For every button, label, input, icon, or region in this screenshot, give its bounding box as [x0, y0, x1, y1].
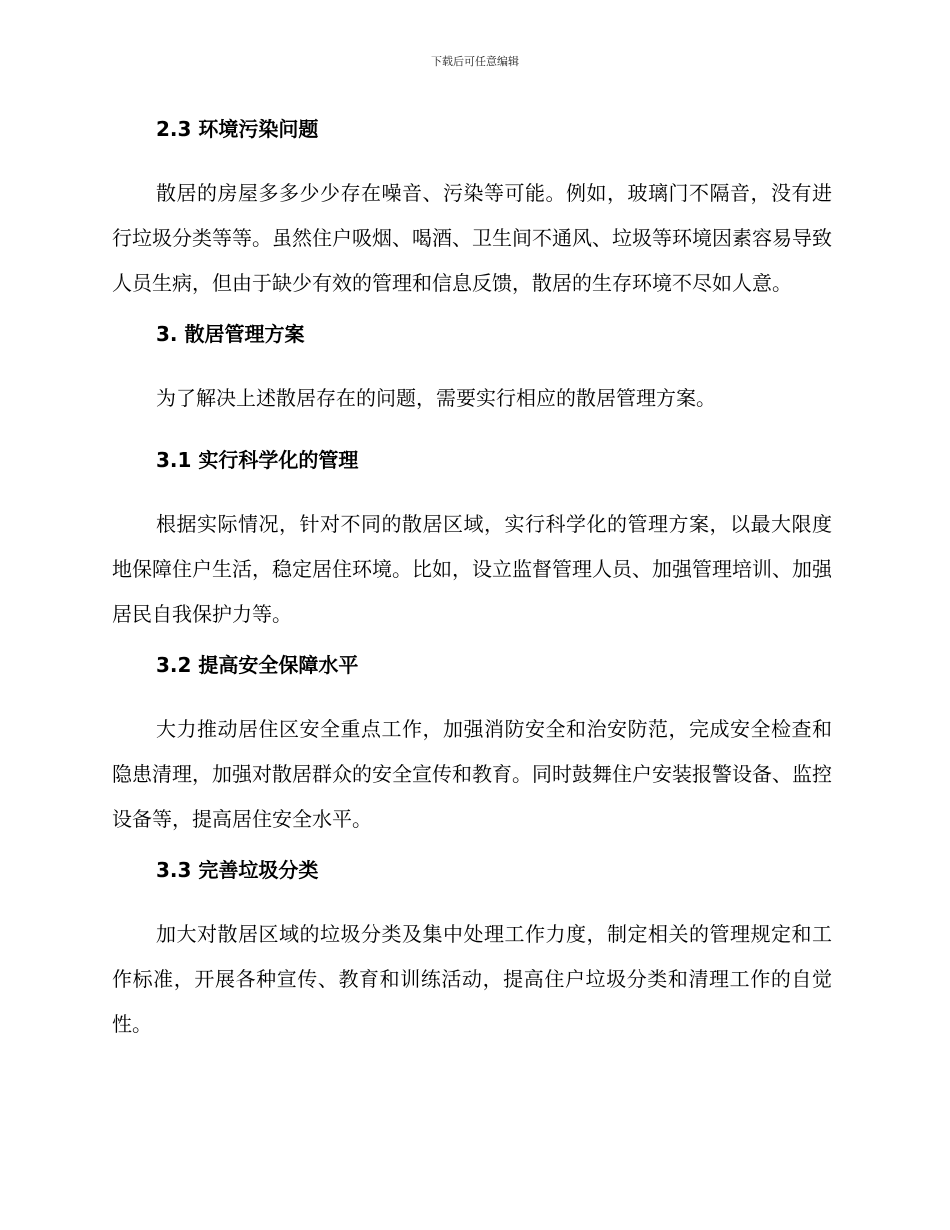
- page-header: 下载后可任意编辑: [431, 55, 519, 68]
- section-paragraph-3-1: 根据实际情况，针对不同的散居区域，实行科学化的管理方案，以最大限度地保障住户生活，稳定居住环境。比如，设立监督管理人员、加强管理培训、加强居民自我保护力等。: [112, 512, 832, 626]
- section-paragraph-3-3: 加大对散居区域的垃圾分类及集中处理工作力度，制定相关的管理规定和工作标准，开展各种宣传、教育和训练活动，提高住户垃圾分类和清理工作的自觉性。: [112, 922, 832, 1036]
- section-heading-3: 3. 散居管理方案: [156, 322, 305, 346]
- section-paragraph-3: 为了解决上述散居存在的问题，需要实行相应的散居管理方案。: [156, 386, 716, 410]
- section-heading-3-1: 3.1 实行科学化的管理: [156, 448, 359, 472]
- document-body: [112, 114, 832, 1060]
- section-paragraph-3-2: 大力推动居住区安全重点工作，加强消防安全和治安防范，完成安全检查和隐患清理，加强对散居群众的安全宣传和教育。同时鼓舞住户安装报警设备、监控设备等，提高居住安全水平。: [112, 717, 832, 831]
- section-heading-3-2: 3.2 提高安全保障水平: [156, 653, 359, 677]
- section-heading-2-3: 2.3 环境污染问题: [156, 117, 319, 141]
- section-paragraph-2-3: 散居的房屋多多少少存在噪音、污染等可能。例如，玻璃门不隔音，没有进行垃圾分类等等。虽然住户吸烟、喝酒、卫生间不通风、垃圾等环境因素容易导致人员生病，但由于缺少有效的管理和信息反馈，散居的生存环境不尽如人意。: [112, 181, 832, 295]
- section-heading-3-3: 3.3 完善垃圾分类: [156, 858, 319, 882]
